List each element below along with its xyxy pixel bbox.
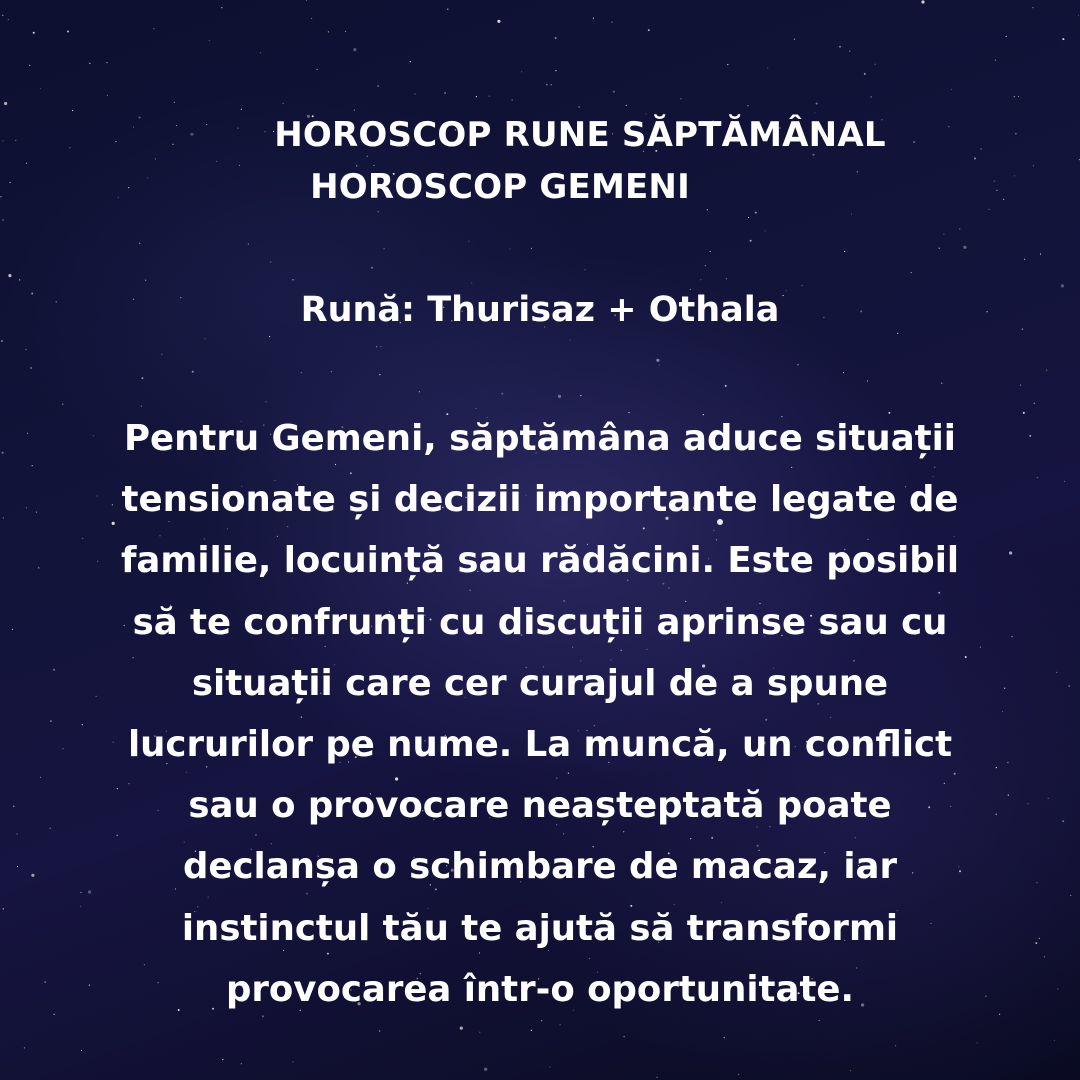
body-line: Pentru Gemeni, săptămâna aduce situații — [124, 418, 956, 459]
body-line: sau o provocare neașteptată poate — [188, 785, 892, 827]
body-line: lucrurilor pe nume. La muncă, un conflict — [127, 724, 953, 766]
body-line: situații care cer curajul de a spune — [191, 662, 889, 704]
body-line: declanșa o schimbare de macaz, iar — [183, 846, 897, 888]
body-line: provocarea într-o oportunitate. — [226, 968, 854, 1010]
body-line: să te confrunți cu discuții aprinse sau cu — [132, 601, 948, 643]
body-line: instinctul tău te ajută să transformi — [181, 907, 899, 949]
poster-title: HOROSCOP RUNE SĂPTĂMÂNAL — [274, 115, 886, 155]
body-line: tensionate și decizii importante legate de — [121, 479, 959, 521]
poster-subtitle: HOROSCOP GEMENI — [310, 167, 690, 207]
rune-label: Rună: Thurisaz + Othala — [300, 290, 780, 330]
horoscope-body — [40, 408, 1040, 1020]
body-line: familie, locuință sau rădăcini. Este posibil — [120, 540, 960, 582]
